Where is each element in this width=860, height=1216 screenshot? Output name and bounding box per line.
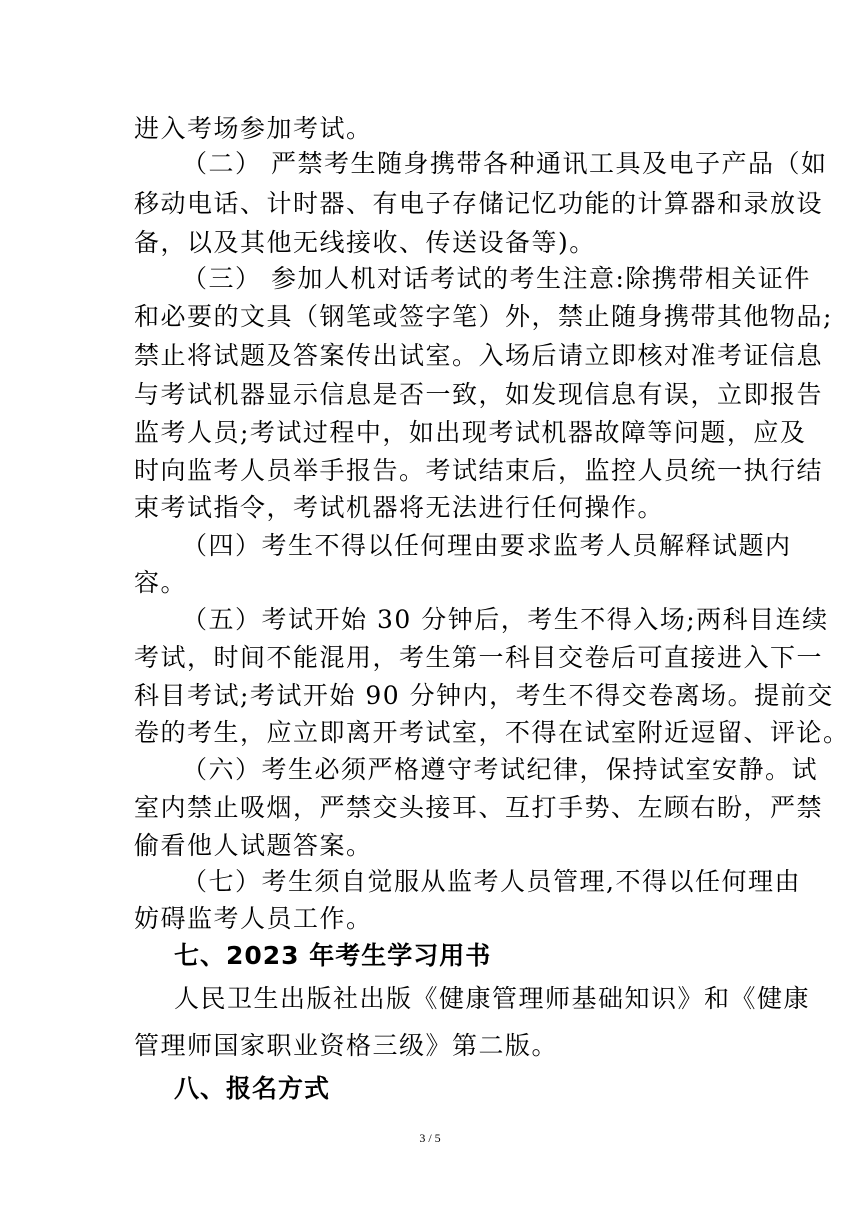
page-number: 3 / 5	[419, 1131, 441, 1145]
item-6-line-2: 室内禁止吸烟，严禁交头接耳、互打手势、左顾右盼，严禁	[134, 793, 824, 822]
item-5-line-4: 卷的考生，应立即离开考试室，不得在试室附近逗留、评论。	[134, 718, 850, 747]
item-5-line-3: 科目考试;考试开始 90 分钟内，考生不得交卷离场。提前交	[134, 681, 834, 710]
item-4-line-1: （四）考生不得以任何理由要求监考人员解释试题内	[182, 531, 792, 560]
item-3-line-2: 和必要的文具（钢笔或签字笔）外，禁止随身携带其他物品;	[134, 302, 833, 331]
item-4-line-2: 容。	[134, 568, 188, 597]
section-7-line-2: 管理师国家职业资格三级》第二版。	[134, 1031, 559, 1060]
item-3-line-3: 禁止将试题及答案传出试室。入场后请立即核对准考证信息	[134, 341, 824, 370]
item-7-line-1: （七）考生须自觉服从监考人员管理,不得以任何理由	[182, 867, 801, 896]
paragraph-continuation: 进入考场参加考试。	[134, 114, 373, 143]
item-6-line-1: （六）考生必须严格遵守考试纪律，保持试室安静。试	[182, 755, 819, 784]
item-2-line-1: （二） 严禁考生随身携带各种通讯工具及电子产品（如	[182, 149, 828, 178]
item-3-line-5: 监考人员;考试过程中，如出现考试机器故障等问题，应及	[134, 418, 807, 447]
item-3-line-6: 时向监考人员举手报告。考试结束后，监控人员统一执行结	[134, 456, 824, 485]
item-3-line-7: 束考试指令，考试机器将无法进行任何操作。	[134, 493, 665, 522]
item-6-line-3: 偷看他人试题答案。	[134, 831, 373, 860]
item-3-line-1: （三） 参加人机对话考试的考生注意:除携带相关证件	[182, 264, 811, 293]
section-8-heading: 八、报名方式	[174, 1074, 331, 1103]
item-2-line-3: 备，以及其他无线接收、传送设备等)。	[134, 228, 596, 257]
section-7-line-1: 人民卫生出版社出版《健康管理师基础知识》和《健康	[174, 984, 811, 1013]
item-7-line-2: 妨碍监考人员工作。	[134, 904, 373, 933]
section-7-heading: 七、2023 年考生学习用书	[174, 941, 492, 970]
item-3-line-4: 与考试机器显示信息是否一致，如发现信息有误，立即报告	[134, 380, 824, 409]
item-5-line-2: 考试，时间不能混用，考生第一科目交卷后可直接进入下一	[134, 643, 824, 672]
item-2-line-2: 移动电话、计时器、有电子存储记忆功能的计算器和录放设	[134, 189, 824, 218]
item-5-line-1: （五）考试开始 30 分钟后，考生不得入场;两科目连续	[182, 605, 829, 634]
